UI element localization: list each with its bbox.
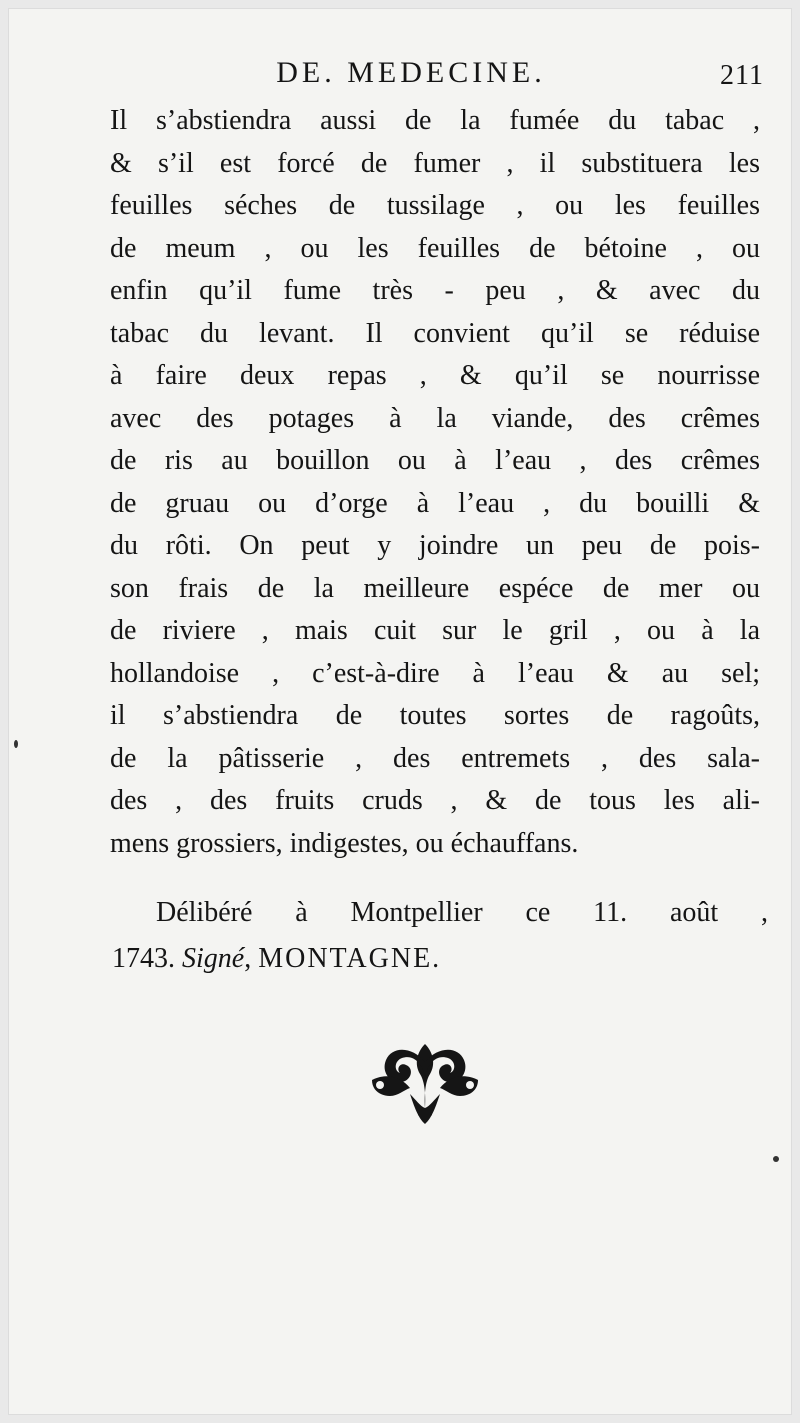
- text-line: tabac du levant. Il convient qu’il se réduise: [110, 317, 760, 349]
- text-line: de la pâtisserie , des entremets , des sala-: [110, 742, 760, 774]
- text-line: enfin qu’il fume très - peu , & avec du: [110, 275, 760, 306]
- text-line: de ris au bouillon ou à l’eau , des crêmes: [110, 445, 760, 476]
- margin-speck: [773, 1156, 779, 1162]
- text-line: des , des fruits cruds , & de tous les ali-: [110, 785, 760, 816]
- text-line: & s’il est forcé de fumer , il substituera les: [110, 147, 760, 179]
- text-line: avec des potages à la viande, des crêmes: [110, 402, 760, 434]
- text-line: hollandoise , c’est-à-dire à l’eau & au sel;: [110, 657, 760, 689]
- text-line: mens grossiers, indigestes, ou échauffans.: [110, 827, 579, 859]
- margin-speck: [14, 740, 18, 748]
- page-number: 211: [720, 60, 764, 91]
- text-line: de gruau ou d’orge à l’eau , du bouilli &: [110, 487, 760, 519]
- signatory-name: MONTAGNE.: [258, 943, 442, 974]
- running-head: DE. MEDECINE.: [276, 56, 546, 89]
- text-line: Il s’abstiendra aussi de la fumée du tabac ,: [110, 105, 760, 136]
- text-line: du rôti. On peut y joindre un peu de pois-: [110, 530, 760, 561]
- signoff: [112, 890, 768, 982]
- signoff-comma: ,: [244, 943, 252, 974]
- fleuron-ornament-icon: [362, 1034, 488, 1130]
- text-line: son frais de la meilleure espéce de mer ou: [110, 572, 760, 604]
- text-line: il s’abstiendra de toutes sortes de ragoûts,: [110, 700, 760, 731]
- signoff-date-line: Délibéré à Montpellier ce 11. août ,: [156, 897, 768, 928]
- book-page: [8, 8, 792, 1415]
- body-text: [110, 100, 760, 865]
- text-line: de meum , ou les feuilles de bétoine , ou: [110, 232, 760, 264]
- signed-label: Signé: [182, 943, 245, 974]
- text-line: feuilles séches de tussilage , ou les feuilles: [110, 190, 760, 221]
- signoff-signature-line: [112, 936, 768, 982]
- text-line: de riviere , mais cuit sur le gril , ou à la: [110, 615, 760, 646]
- signoff-year: 1743.: [112, 943, 175, 974]
- text-line: à faire deux repas , & qu’il se nourrisse: [110, 360, 760, 391]
